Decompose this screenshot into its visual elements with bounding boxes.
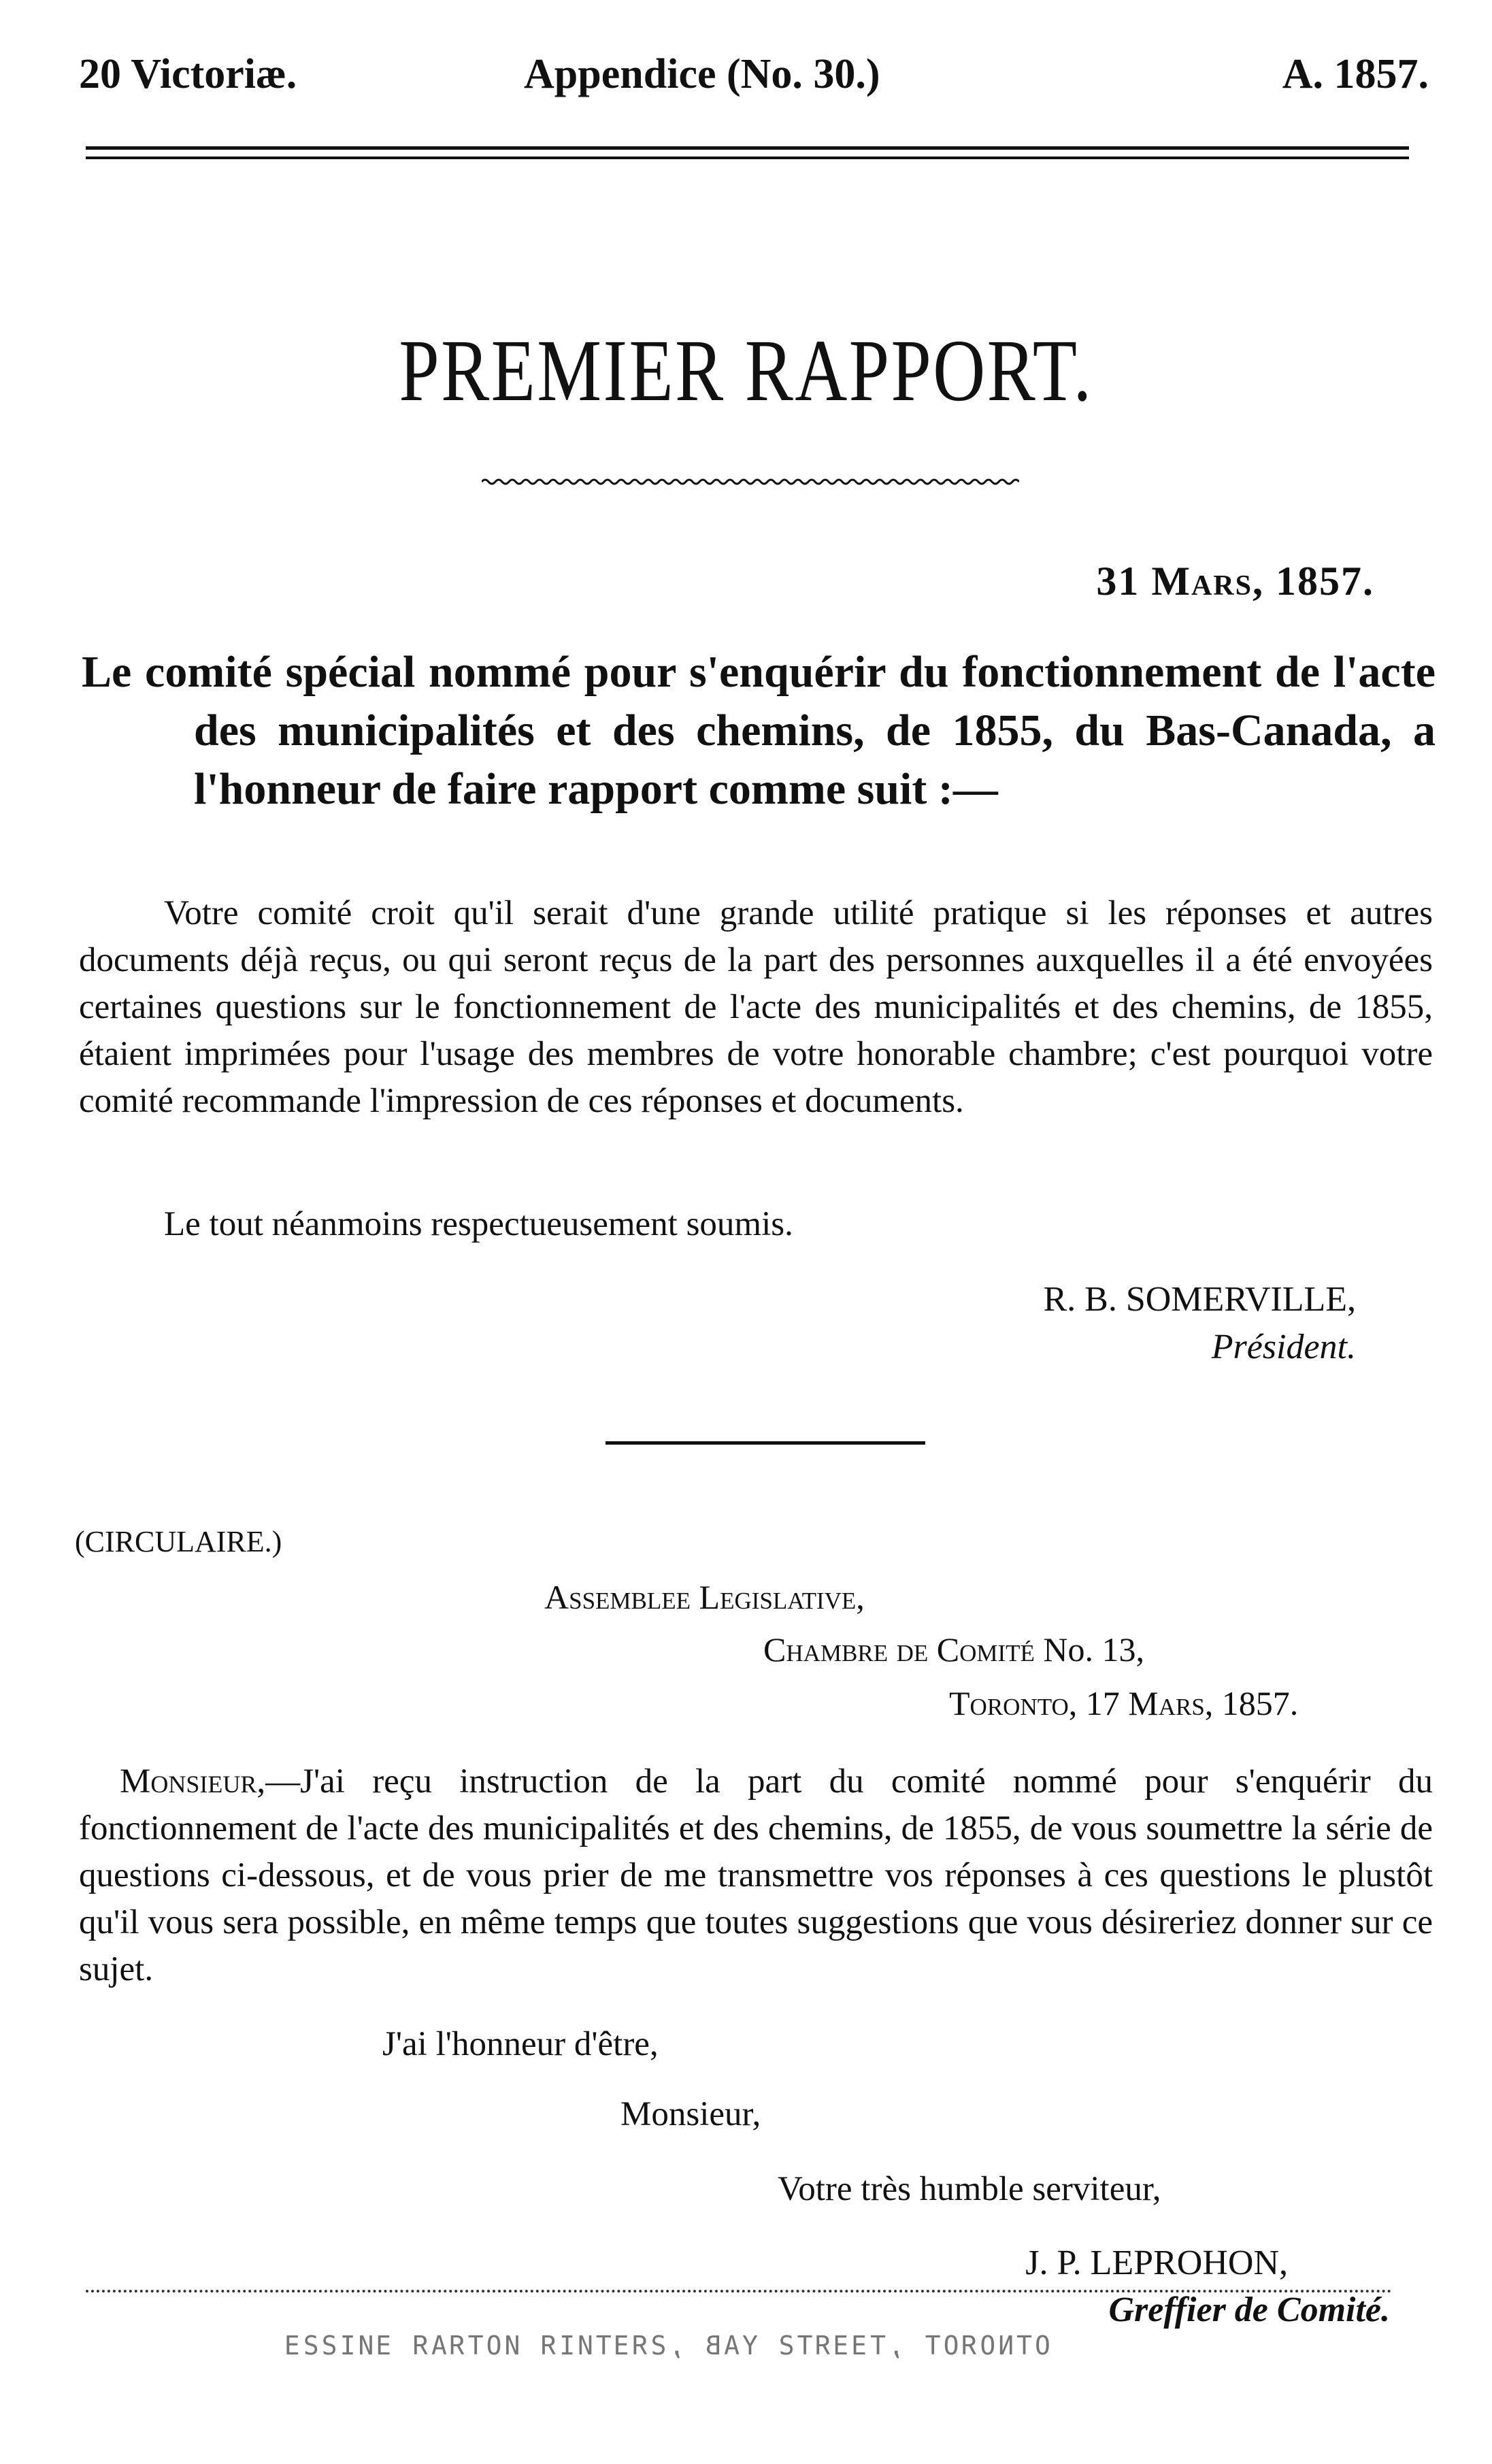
circular-signatory-role: Greffier de Comité. <box>1108 2290 1390 2329</box>
address-month: Mars <box>1128 1684 1205 1722</box>
address-year: , 1857. <box>1204 1684 1299 1722</box>
address-city: Toronto <box>949 1684 1069 1722</box>
address-line-2 <box>763 1630 1144 1669</box>
address-line-1: Assemblee Legislative, <box>544 1578 865 1616</box>
circular-salutation: Monsieur, <box>120 1762 266 1801</box>
closing-line-1: J'ai l'honneur d'être, <box>382 2025 659 2063</box>
report-paragraph-1: Votre comité croit qu'il serait d'une grande utilité pratique si les réponses et autres documents déjà reçus, ou qui seront reçus de la part des personnes auxquelles il a été envoyées certaines questions sur le fonctionnement de l'acte des municipalités et des chemins, de 1855, étaient imprimées pour l'usage des membres de votre honorable chambre; c'est pourquoi votre comité recommande l'impression de ces réponses et documents. <box>79 894 1433 1120</box>
header-left: 20 Victoriæ. <box>79 51 297 97</box>
report-date <box>1096 558 1374 605</box>
page-title: PREMIER RAPPORT. <box>399 322 1093 420</box>
section-divider <box>606 1441 925 1445</box>
circular-label: (CIRCULAIRE.) <box>75 1525 282 1558</box>
date-day: 31 <box>1096 559 1140 604</box>
report-signatory: R. B. SOMERVILLE, <box>1043 1280 1356 1319</box>
wavy-divider <box>482 476 1019 487</box>
circular-body <box>79 1758 1433 1993</box>
bleed-through-text: OTNOЯOT ,TƎƎЯTƧ YAB ,ƧЯƎTИIЯ ИOTЯAЯ ƎИIƧƧƎ <box>282 2331 1050 2361</box>
closing-line-3: Votre très humble serviteur, <box>778 2170 1161 2208</box>
address-chamber: Chambre de Comité <box>763 1630 1035 1669</box>
header-rule <box>86 146 1409 150</box>
circular-signatory: J. P. LEPROHON, <box>1025 2244 1288 2282</box>
lead-paragraph <box>82 643 1436 819</box>
address-number: No. 13, <box>1034 1630 1145 1669</box>
header-rule-secondary <box>86 157 1409 159</box>
report-signatory-role: Président. <box>1211 1328 1356 1366</box>
report-paragraph-2: Le tout néanmoins respectueusement soumis. <box>164 1205 793 1243</box>
date-month: Mars <box>1151 559 1253 604</box>
lead-text: Le comité spécial nommé pour s'enquérir du fonctionnement de l'acte des municipalités et des chemins, de 1855, du Bas-Canada, a l'honneur de faire rapport comme suit :— <box>82 647 1436 814</box>
date-year: , 1857. <box>1253 559 1374 604</box>
address-day: , 17 <box>1068 1684 1129 1722</box>
address-line-3 <box>949 1683 1298 1723</box>
header-right: A. 1857. <box>1282 51 1429 97</box>
header-center: Appendice (No. 30.) <box>524 51 880 97</box>
circular-body-text: —J'ai reçu instruction de la part du comité nommé pour s'enquérir du fonctionnement de l'acte des municipalités et des chemins, de 1855, de vous soumettre la série de questions ci-dessous, et de vous prier de me transmettre vos réponses à ces questions le plustôt qu'il vous sera possible, en même temps que toutes suggestions que vous désireriez donner sur ce sujet. <box>79 1762 1433 1988</box>
closing-line-2: Monsieur, <box>620 2095 761 2133</box>
